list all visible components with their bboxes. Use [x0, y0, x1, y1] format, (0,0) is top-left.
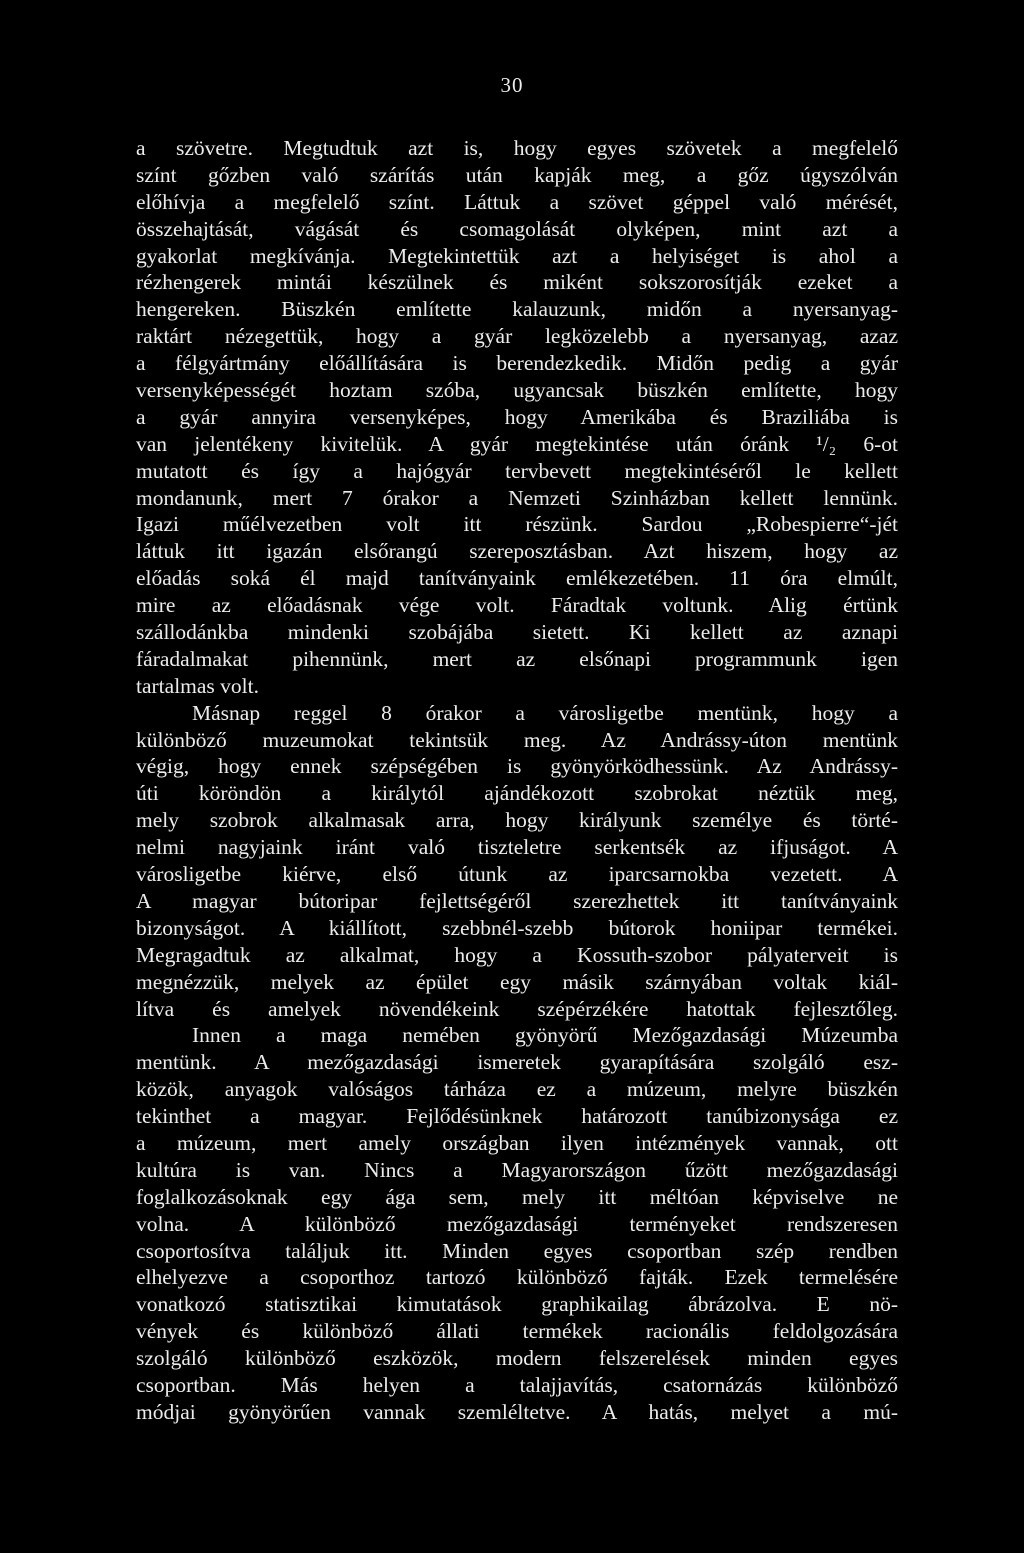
- text-line: van jelentékeny kivitelük. A gyár megtekintése után óránk ¹/₂ 6-ot: [136, 431, 898, 456]
- text-line: a félgyártmány előállítására is berendezkedik. Midőn pedig a gyár: [136, 351, 898, 376]
- text-line: Megragadtuk az alkalmat, hogy a Kossuth-szobor pályaterveit is: [136, 942, 898, 967]
- text-line: tekinthet a magyar. Fejlődésünknek határozott tanúbizonysága ez: [136, 1104, 898, 1129]
- text-line: szállodánkba mindenki szobájába sietett. Ki kellett az aznapi: [136, 620, 898, 645]
- text-line: végig, hogy ennek szépségében is gyönyörködhessünk. Az Andrássy-: [136, 754, 898, 779]
- text-line: mentünk. A mezőgazdasági ismeretek gyarapítására szolgáló esz-: [136, 1050, 898, 1075]
- text-line: rézhengerek mintái készülnek és miként sokszorosítják ezeket a: [136, 270, 898, 295]
- text-line: foglalkozásoknak egy ága sem, mely itt méltóan képviselve ne: [136, 1184, 898, 1209]
- text-line: úti köröndön a királytól ajándékozott szobrokat néztük meg,: [136, 781, 898, 806]
- text-line: raktárt nézegettük, hogy a gyár legközelebb a nyersanyag, azaz: [136, 324, 898, 349]
- text-line: városligetbe kiérve, első útunk az iparcsarnokba vezetett. A: [136, 862, 898, 887]
- text-line: elhelyezve a csoporthoz tartozó különböző fajták. Ezek termelésére: [136, 1265, 898, 1290]
- text-line: lítva és amelyek növendékeink szépérzékére hatottak fejlesztőleg.: [136, 996, 898, 1021]
- text-line: csoportban. Más helyen a talajjavítás, csatornázás különböző: [136, 1372, 898, 1397]
- text-line: hengereken. Büszkén említette kalauzunk, midőn a nyersanyag-: [136, 297, 898, 322]
- text-line: versenyképességét hoztam szóba, ugyancsak büszkén említette, hogy: [136, 378, 898, 403]
- text-line: módjai gyönyörűen vannak szemléltetve. A hatás, melyet a mú-: [136, 1399, 898, 1424]
- text-line: a gyár annyira versenyképes, hogy Amerikába és Braziliába is: [136, 404, 898, 429]
- text-line: Igazi műélvezetben volt itt részünk. Sardou „Robespierre“-jét: [136, 512, 898, 537]
- text-line: előadás soká él majd tanítványaink emlékezetében. 11 óra elmúlt,: [136, 566, 898, 591]
- text-line: fáradalmakat pihennünk, mert az elsőnapi programmunk igen: [136, 646, 898, 671]
- text-line: mire az előadásnak vége volt. Fáradtak voltunk. Alig értünk: [136, 593, 898, 618]
- paragraph-start-line: Innen a maga nemében gyönyörű Mezőgazdasági Múzeumba: [192, 1023, 898, 1048]
- text-line: a múzeum, mert amely országban ilyen intézmények vannak, ott: [136, 1130, 898, 1155]
- text-line: mondanunk, mert 7 órakor a Nemzeti Szinházban kellett lennünk.: [136, 485, 898, 510]
- text-line: A magyar bútoripar fejlettségéről szerezhettek itt tanítványaink: [136, 888, 898, 913]
- text-line: nelmi nagyjaink iránt való tiszteletre serkentsék az ifjuságot. A: [136, 835, 898, 860]
- text-line: összehajtását, vágását és csomagolását olyképen, mint azt a: [136, 216, 898, 241]
- paragraph-end-line: tartalmas volt.: [136, 673, 259, 698]
- text-line: szolgáló különböző eszközök, modern felszerelések minden egyes: [136, 1346, 898, 1371]
- paragraph-start-line: Másnap reggel 8 órakor a városligetbe mentünk, hogy a: [192, 700, 898, 725]
- text-line: különböző muzeumokat tekintsük meg. Az Andrássy-úton mentünk: [136, 727, 898, 752]
- text-line: vonatkozó statisztikai kimutatások graphikailag ábrázolva. E nö-: [136, 1292, 898, 1317]
- text-line: csoportosítva találjuk itt. Minden egyes csoportban szép rendben: [136, 1238, 898, 1263]
- text-line: kultúra is van. Nincs a Magyarországon űzött mezőgazdasági: [136, 1157, 898, 1182]
- text-line: közök, anyagok valóságos tárháza ez a múzeum, melyre büszkén: [136, 1077, 898, 1102]
- text-line: a szövetre. Megtudtuk azt is, hogy egyes szövetek a megfelelő: [136, 136, 898, 160]
- text-line: gyakorlat megkívánja. Megtekintettük azt a helyiséget is ahol a: [136, 243, 898, 268]
- text-line: vények és különböző állati termékek racionális feldolgozására: [136, 1319, 898, 1344]
- text-line: volna. A különböző mezőgazdasági terményeket rendszeresen: [136, 1211, 898, 1236]
- text-line: színt gőzben való szárítás után kapják meg, a gőz úgyszólván: [136, 162, 898, 187]
- body-text: [136, 135, 898, 1426]
- text-line: mutatott és így a hajógyár tervbevett megtekintéséről le kellett: [136, 458, 898, 483]
- text-line: előhívja a megfelelő színt. Láttuk a szövet géppel való mérését,: [136, 189, 898, 214]
- text-line: megnézzük, melyek az épület egy másik szárnyában voltak kiál-: [136, 969, 898, 994]
- text-line: láttuk itt igazán elsőrangú szereposztásban. Azt hiszem, hogy az: [136, 539, 898, 564]
- text-line: mely szobrok alkalmasak arra, hogy királyunk személye és törté-: [136, 808, 898, 833]
- text-line: bizonyságot. A kiállított, szebbnél-szebb bútorok honiipar termékei.: [136, 915, 898, 940]
- page-number: 30: [500, 73, 524, 97]
